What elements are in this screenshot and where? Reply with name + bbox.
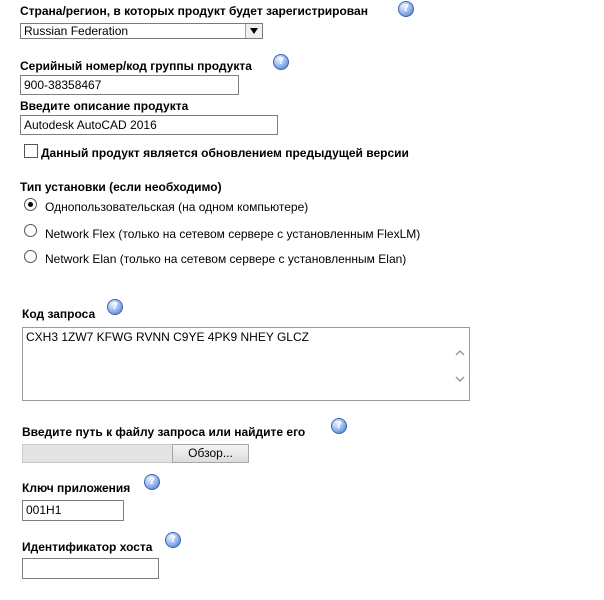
description-label: Введите описание продукта bbox=[20, 99, 189, 113]
textarea-scrollbar[interactable] bbox=[452, 328, 469, 400]
install-type-label: Тип установки (если необходимо) bbox=[20, 180, 222, 194]
chevron-down-icon[interactable] bbox=[245, 24, 262, 38]
browse-button[interactable]: Обзор... bbox=[172, 444, 249, 463]
request-code-value: CXH3 1ZW7 KFWG RVNN C9YE 4PK9 NHEY GLCZ bbox=[26, 330, 309, 344]
description-input[interactable]: Autodesk AutoCAD 2016 bbox=[20, 115, 278, 135]
country-select[interactable] bbox=[20, 23, 263, 39]
help-icon[interactable]: ? bbox=[107, 299, 123, 315]
request-code-textarea[interactable] bbox=[22, 327, 470, 401]
scroll-down-icon[interactable] bbox=[455, 374, 465, 384]
request-code-label: Код запроса bbox=[22, 307, 96, 321]
host-id-input[interactable] bbox=[22, 558, 159, 579]
app-key-label: Ключ приложения bbox=[22, 481, 131, 495]
install-type-option-elan: Network Elan (только на сетевом сервере с установленным Elan) bbox=[45, 252, 407, 266]
upgrade-checkbox-label: Данный продукт является обновлением предыдущей версии bbox=[41, 146, 409, 160]
install-type-radio-elan[interactable] bbox=[24, 250, 37, 263]
help-icon[interactable]: ? bbox=[144, 474, 160, 490]
serial-label: Серийный номер/код группы продукта bbox=[20, 59, 252, 73]
host-id-label: Идентификатор хоста bbox=[22, 540, 153, 554]
install-type-radio-flex[interactable] bbox=[24, 224, 37, 237]
app-key-input[interactable]: 001H1 bbox=[22, 500, 124, 521]
install-type-option-single: Однопользовательская (на одном компьютере) bbox=[45, 200, 309, 214]
request-file-label: Введите путь к файлу запроса или найдите его bbox=[22, 425, 306, 439]
country-label: Страна/регион, в которых продукт будет зарегистрирован bbox=[20, 4, 368, 18]
serial-input[interactable]: 900-38358467 bbox=[20, 75, 239, 95]
upgrade-checkbox[interactable] bbox=[24, 144, 38, 158]
country-select-value: Russian Federation bbox=[24, 24, 129, 38]
help-icon[interactable]: ? bbox=[398, 1, 414, 17]
request-file-path[interactable] bbox=[22, 444, 173, 463]
help-icon[interactable]: ? bbox=[165, 532, 181, 548]
scroll-up-icon[interactable] bbox=[455, 348, 465, 358]
install-type-option-flex: Network Flex (только на сетевом сервере с установленным FlexLM) bbox=[45, 227, 421, 241]
install-type-radio-single[interactable] bbox=[24, 198, 37, 211]
help-icon[interactable]: ? bbox=[331, 418, 347, 434]
help-icon[interactable]: ? bbox=[273, 54, 289, 70]
